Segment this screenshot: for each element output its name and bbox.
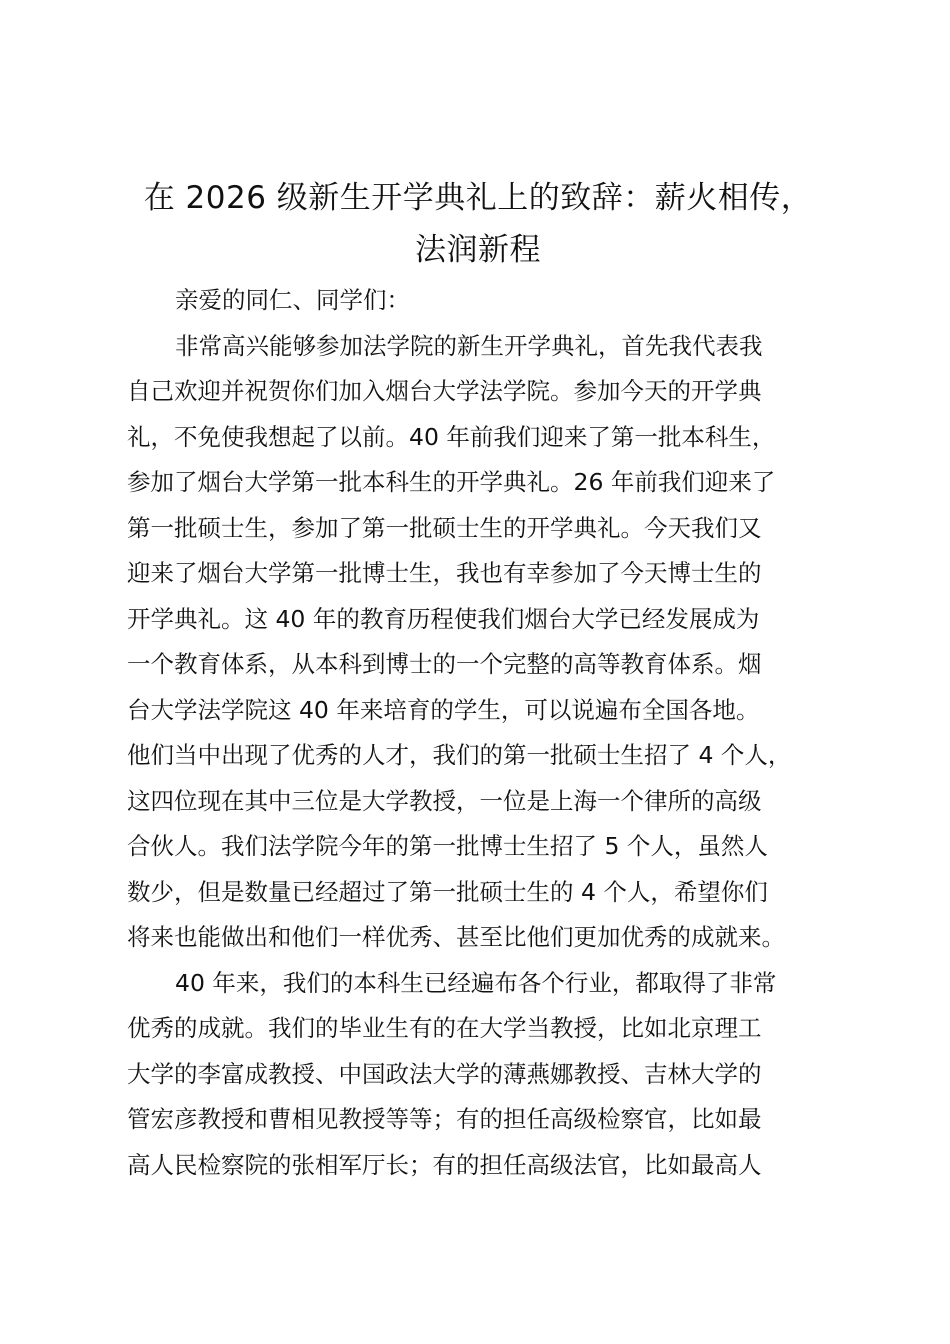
salutation [127,282,837,318]
text-line: 管宏彦教授和曹相见教授等等；有的担任高级检察官，比如最 [127,1105,762,1133]
title-line: 法润新程 [415,232,541,268]
text-line: 台大学法学院这 40 年来培育的学生，可以说遍布全国各地。 [127,695,760,724]
paragraph-2 [127,965,837,1183]
text-line: 这四位现在其中三位是大学教授，一位是上海一个律所的高级 [127,786,762,815]
text-line: 高人民检察院的张相军厅长；有的担任高级法官，比如最高人 [127,1150,762,1179]
document-body [127,282,837,1192]
text-line: 合伙人。我们法学院今年的第一批博士生招了 5 个人，虽然人 [127,832,768,860]
text-line: 非常高兴能够参加法学院的新生开学典礼，首先我代表我 [175,331,763,360]
text-line: 迎来了烟台大学第一批博士生，我也有幸参加了今天博士生的 [127,559,762,587]
text-line: 第一批硕士生，参加了第一批硕士生的开学典礼。今天我们又 [127,513,762,542]
salutation-line: 亲爱的同仁、同学们： [175,286,410,314]
text-line: 礼，不免使我想起了以前。40 年前我们迎来了第一批本科生， [127,422,776,451]
text-line: 数少，但是数量已经超过了第一批硕士生的 4 个人，希望你们 [127,877,768,906]
text-line: 40 年来，我们的本科生已经遍布各个行业，都取得了非常 [175,968,777,997]
paragraph-1 [127,328,837,956]
document-title [110,172,846,276]
text-line: 大学的李富成教授、中国政法大学的薄燕娜教授、吉林大学的 [127,1059,762,1088]
text-line: 他们当中出现了优秀的人才，我们的第一批硕士生招了 4 个人， [127,741,792,769]
text-line: 开学典礼。这 40 年的教育历程使我们烟台大学已经发展成为 [127,604,760,633]
title-line: 在 2026 级新生开学典礼上的致辞：薪火相传， [143,180,813,216]
text-line: 将来也能做出和他们一样优秀、甚至比他们更加优秀的成就来。 [127,923,785,951]
text-line: 一个教育体系，从本科到博士的一个完整的高等教育体系。烟 [127,650,762,678]
text-line: 参加了烟台大学第一批本科生的开学典礼。26 年前我们迎来了 [127,468,776,496]
text-line: 优秀的成就。我们的毕业生有的在大学当教授，比如北京理工 [127,1014,762,1042]
text-line: 自己欢迎并祝贺你们加入烟台大学法学院。参加今天的开学典 [127,377,762,405]
